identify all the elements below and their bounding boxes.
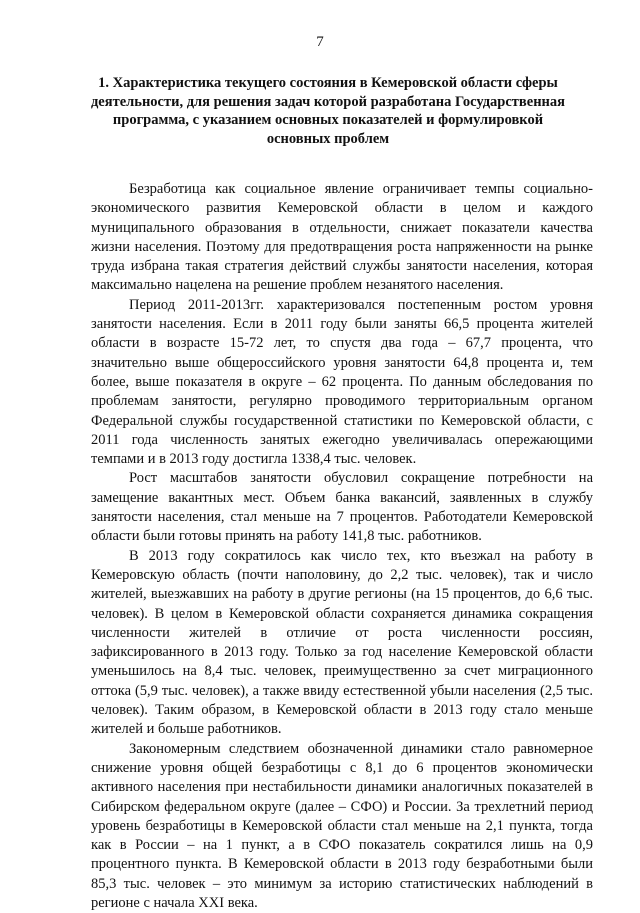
paragraph-unemployment-intro: Безработица как социальное явление ограничивает темпы социально-экономического развития Кемеровской области в целом и каждого муниципального образования в отдельности, снижает показатели качества жизни населения. Поэтому для предотвращения роста напряженности на рынке труда избрана такая стратегия действий службы занятости населения, которая максимально нацелена на решение проблем незанятого населения. [91,181,593,294]
paragraph-employment-growth: Период 2011-2013гг. характеризовался постепенным ростом уровня занятости населения. Если в 2011 году были заняты 66,5 процента жителей области в возрасте 15-72 лет, то спустя два года – 67,7 процента, что значительно выше общероссийского уровня занятости 64,8 процента и, тем более, выше показателя в округе – 62 процента. По данным обследования по проблемам занятости, регулярно проводимого территориальным органом Федеральной службы государственной статистики по Кемеровской области, с 2011 года численность занятых ежегодно увеличивалась опережающими темпами и в 2013 году достигла 1338,4 тыс. человек. [91,296,593,468]
paragraph-unemployment-rate: Закономерным следствием обозначенной динамики стало равномерное снижение уровня общей безработицы с 8,1 до 6 процентов экономически активного населения при нестабильности динамики аналогичных показателей в Сибирском федеральном округе (далее – СФО) и России. За трехлетний период уровень безработицы в Кемеровской области стал меньше на 2,1 пункта, тогда как в России – на 1 пункт, а в СФО показатель сократился лишь на 0,9 процентного пункта. В Кемеровской области в 2013 году безработными были 85,3 тыс. человек – это минимум за историю статистических наблюдений в регионе с начала XXI века. [91,740,593,911]
section-heading: 1. Характеристика текущего состояния в Кемеровской области сферы деятельности, для решения задач которой разработана Государственная программа, с указанием основных показателей и формулировкой основных проблем [90,75,566,147]
paragraph-vacancies: Рост масштабов занятости обусловил сокращение потребности на замещение вакантных мест. Объем банка вакансий, заявленных в службу занятости населения, стал меньше на 7 процентов. Работодатели Кемеровской области были готовы принять на работу 141,8 тыс. работников. [91,470,593,545]
page-number: 7 [316,34,324,50]
body-text [91,180,593,913]
paragraph-migration: В 2013 году сократилось как число тех, кто въезжал на работу в Кемеровскую область (почти наполовину, до 2,2 тыс. человек), так и число жителей, выезжавших на работу в другие регионы (на 15 процентов, до 6,6 тыс. человек). В целом в Кемеровской области сохраняется динамика сокращения численности жителей в отличие от роста численности россиян, зафиксированного в 2013 году. Только за год население Кемеровской области уменьшилось на 8,4 тыс. человек, преимущественно за счет миграционного оттока (5,9 тыс. человек), а также ввиду естественной убыли населения (2,5 тыс. человек). Таким образом, в Кемеровской области в 2013 году стало меньше жителей и больше работников. [91,547,593,738]
